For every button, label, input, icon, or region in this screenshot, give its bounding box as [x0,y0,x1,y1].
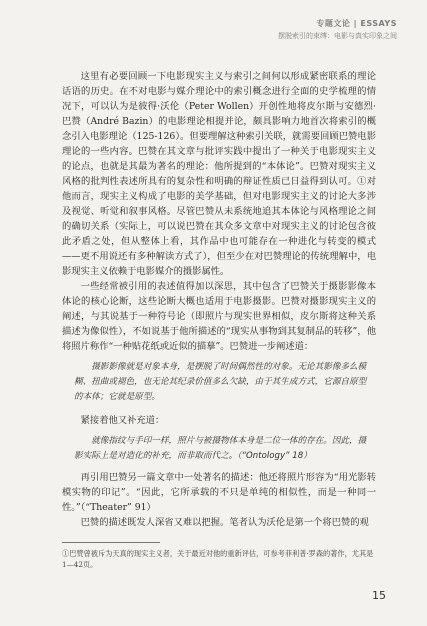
block-quote-2: 就像指纹与手印一样，照片与被摄物体本身是二位一体的存在。因此，摄影实际上是对造化的补充，而非取而代之。（“Ontology” 18） [74,436,367,461]
paragraph-1: 这里有必要回顾一下电影现实主义与索引之间何以形成紧密联系的理论话语的历史。在不对电影与媒介理论中的索引概念进行全面的史学梳理的情况下，可以认为是彼得·沃伦（Peter Wollen）开创性地将皮尔斯与安德烈·巴赞（André Bazin）的电影理论相提并论，颇具影响力地首次将索引的概念引入电影理论（125-126）。但要理解这种索引关联，就需要回顾巴赞电影理论的一些内容。巴赞在其文章与批评实践中提出了一种关于电影现实主义的论点，也就是其最为著名的理论：他所提到的“本体论”。巴赞对现实主义风格的批判性表述所具有的复杂性和明确的辩证性质已日益得到认可。①对他而言，现实主义构成了电影的美学基础，但对电影现实主义的讨论大多涉及视觉、听觉和叙事风格。尽管巴赞从未系统地追其本体论与风格理论之间的确切关系（实际上，可以说巴赞在其众多文章中对现实主义的讨论包含彼此矛盾之处，但从整体上看，其作品中也可能存在一种进化与转变的模式——更不用说还有多种解读方式了），但至少在对巴赞理论的传统理解中，电影现实主义依赖于电影媒介的摄影属性。 [62,71,376,277]
block-quote-1: 摄影影像就是对象本身，是摆脱了时间偶然性的对象。无论其影像多么模糊、扭曲或褪色，也无论其纪录价值多么欠缺，由于其生成方式，它源自原型的本体；它就是原型。 [74,362,367,402]
bridge-sentence: 紧接着他又补充道： [80,415,165,426]
page-body [62,69,376,530]
page-number: 15 [372,589,386,602]
paragraph-4: 巴赞的描述既发人深省又难以把握。笔者认为沃伦是第一个将巴赞的观 [80,517,369,528]
series-title: 专题文论 | ESSAYS [316,19,397,28]
footnote-divider [62,542,160,543]
running-header [278,18,397,41]
article-title: 摆脱索引的束缚：电影与真实印象之间 [278,32,397,40]
paragraph-2: 一些经常被引用的表述值得加以深思，其中包含了巴赞关于摄影影像本体论的核心论断，这些论断大概也适用于电影摄影。巴赞对摄影现实主义的阐述，与其说基于一种符号论（即照片与现实世界相似，皮尔斯将这种关系描述为像似性），不如说基于他所描述的“现实从事物到其复制品的转移”，他将照片称作“一种贴花纸或近似的描摹”。巴赞进一步阐述道： [62,281,376,352]
footnote: ①巴赞曾被斥为天真的现实主义者，关于最近对他的重新评估，可参考菲利普·罗森的著作，尤其是1—42页。 [62,549,374,569]
paragraph-3: 再引用巴赞另一篇文章中一处著名的描述：他还将照片形容为“用光影转模实物的印记”。“因此，它所承载的不只是单纯的相似性，而是一种同一性。”（“Theater” 91） [62,472,376,513]
